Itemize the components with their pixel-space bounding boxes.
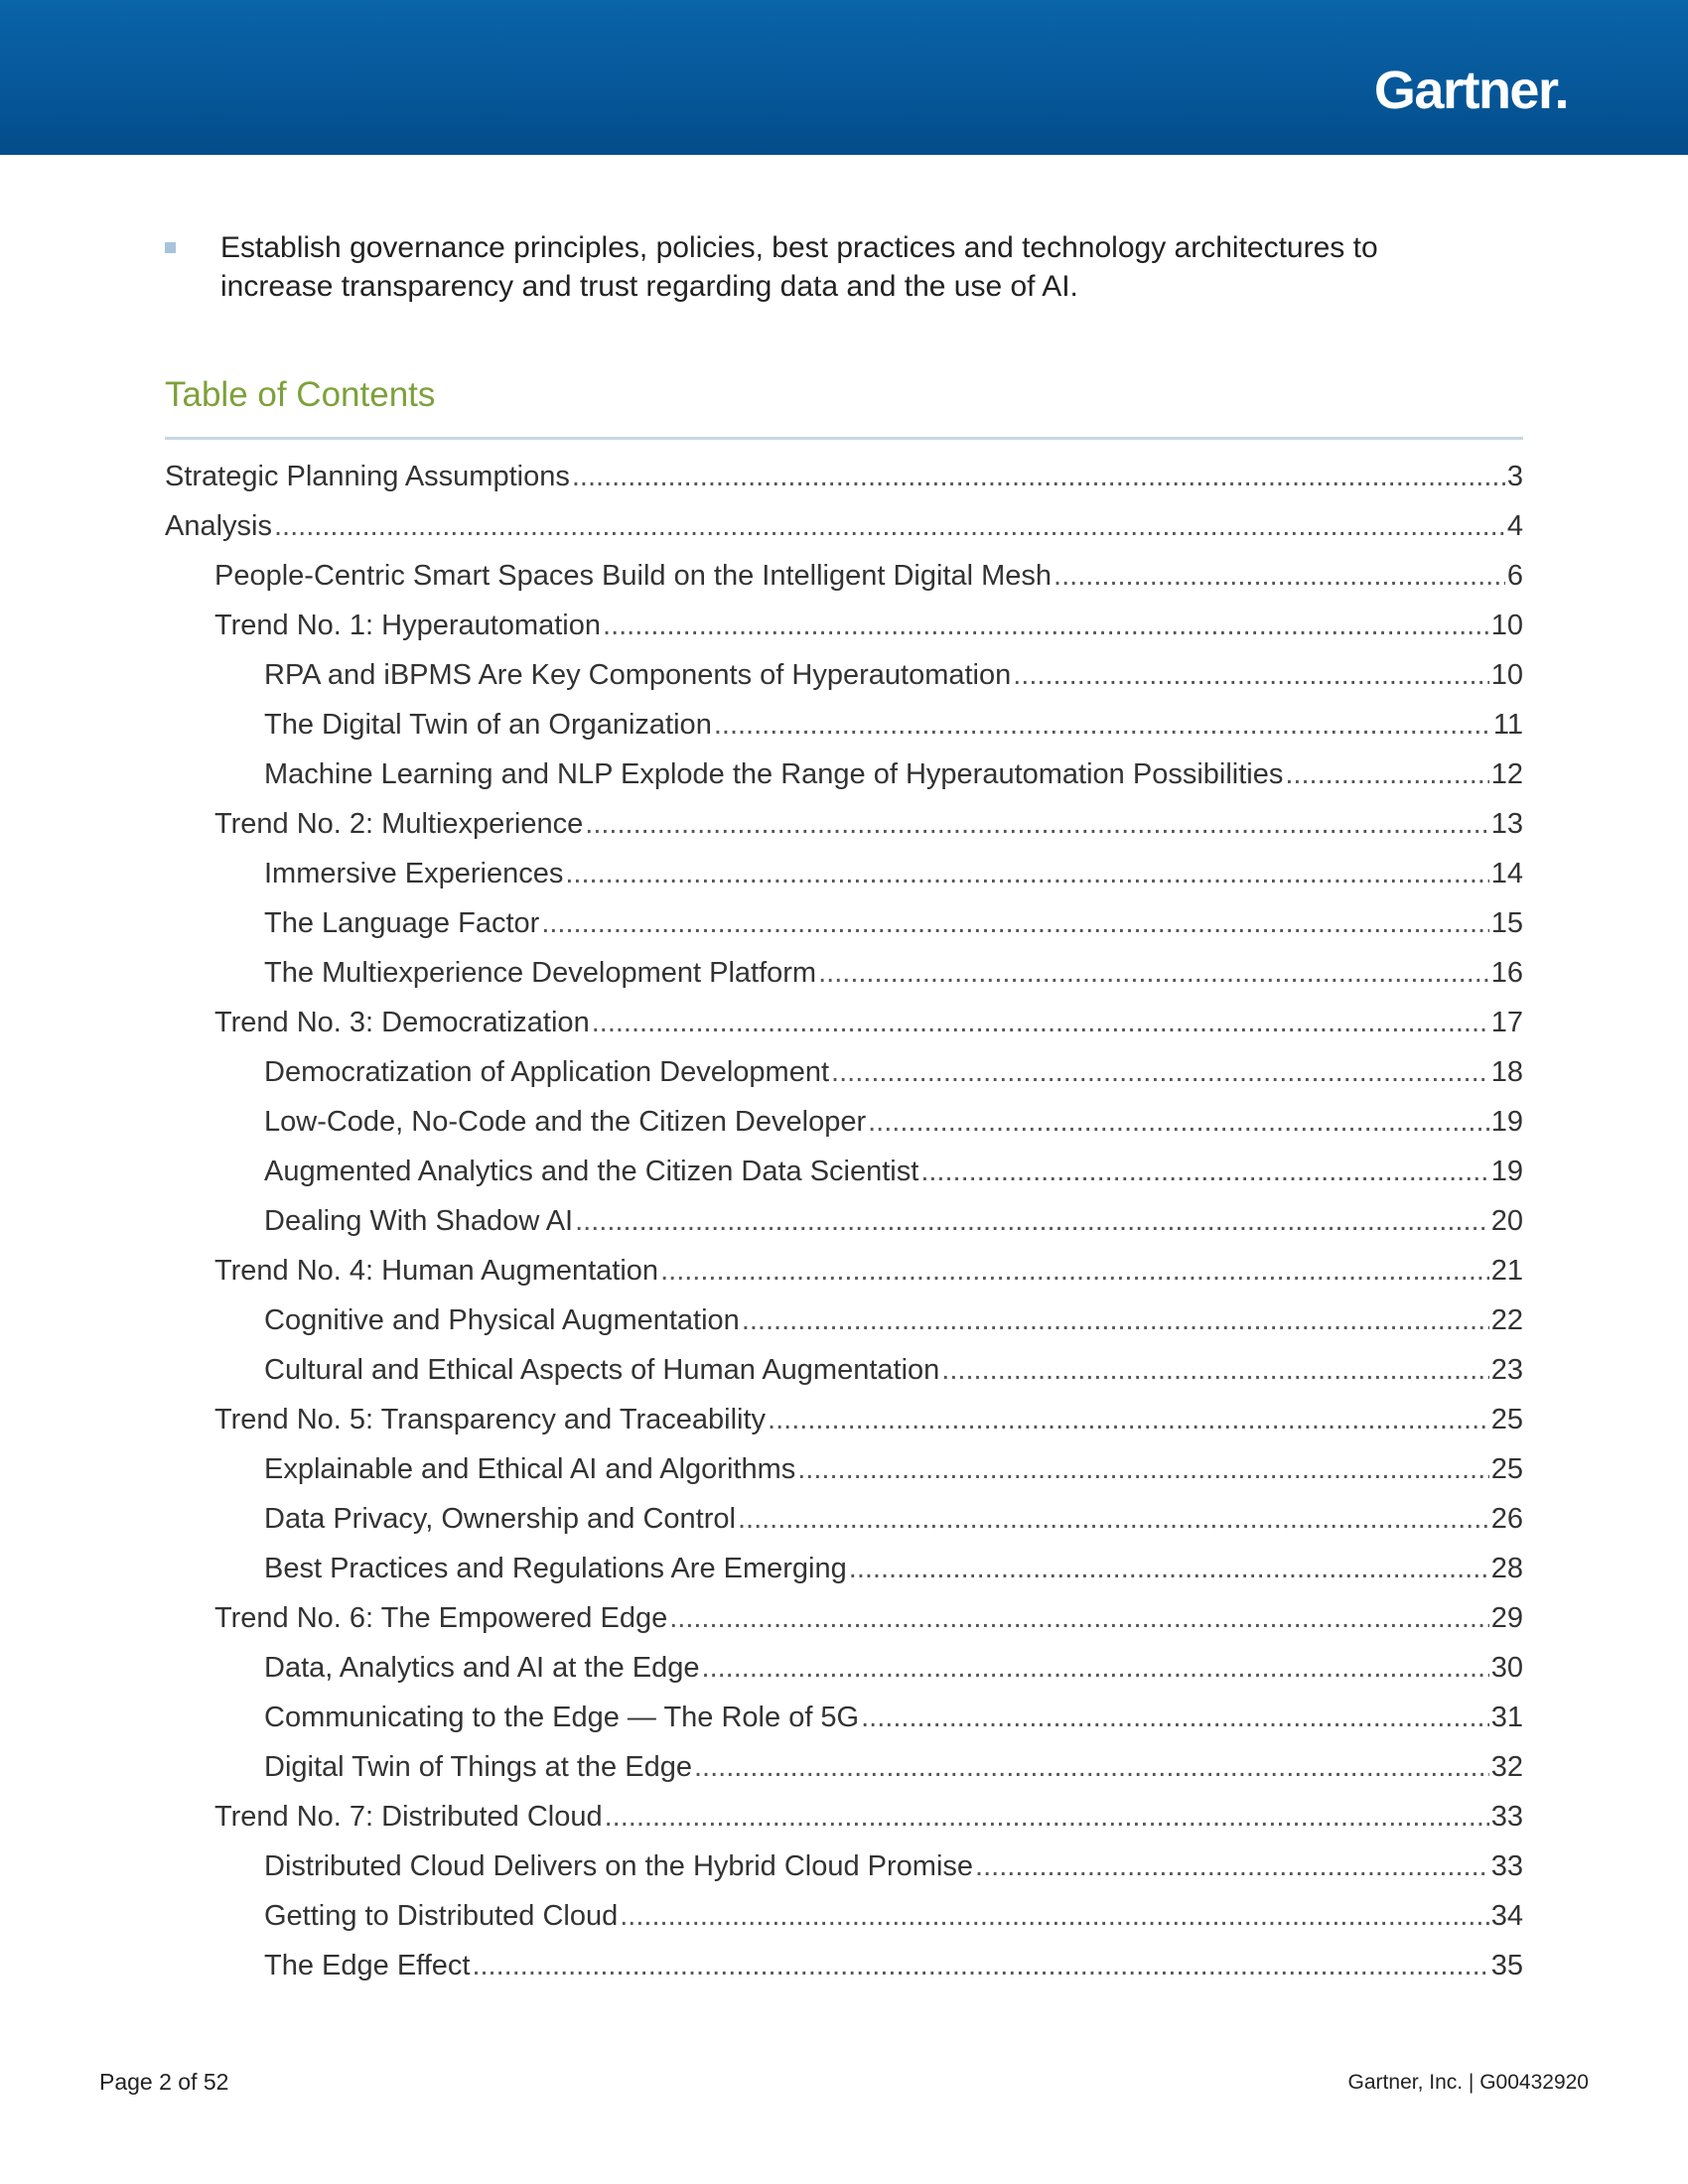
toc-entry-label[interactable]: Democratization of Application Development [264,1056,830,1088]
toc-entry-page[interactable]: 29 [1490,1602,1523,1634]
toc-entry[interactable] [165,799,1523,849]
toc-entry-page[interactable]: 25 [1490,1404,1523,1435]
toc-dot-leader [849,1544,1489,1593]
toc-dot-leader [274,501,1505,551]
toc-dot-leader [669,1593,1489,1643]
toc-entry[interactable] [165,1941,1523,1990]
toc-entry-page[interactable]: 33 [1490,1801,1523,1833]
toc-entry-label[interactable]: The Edge Effect [264,1950,471,1981]
toc-dot-leader [768,1395,1489,1444]
toc-dot-leader [603,601,1489,650]
toc-entry[interactable] [165,551,1523,601]
toc-entry[interactable] [165,948,1523,998]
bullet-text: Establish governance principles, policies, best practices and technology architectures to increase transparency and trust regarding data and the use of AI. [220,231,1378,303]
toc-entry[interactable] [165,1593,1523,1643]
toc-entry-page[interactable]: 34 [1490,1900,1523,1932]
toc-entry-label[interactable]: Trend No. 4: Human Augmentation [214,1255,659,1287]
toc-dot-leader [831,1047,1489,1097]
toc-entry-page[interactable]: 6 [1506,560,1523,592]
toc-dot-leader [572,452,1505,501]
toc-dot-leader [738,1494,1489,1544]
toc-entry-label[interactable]: The Language Factor [264,907,540,939]
toc-entry[interactable] [165,1345,1523,1395]
toc-entry-label[interactable]: The Multiexperience Development Platform [264,957,817,989]
toc-dot-leader [920,1147,1488,1196]
gartner-logo: Gartner. [1373,61,1568,120]
toc-entry-label[interactable]: Cultural and Ethical Aspects of Human Augmentation [264,1354,940,1386]
toc-entry-page[interactable]: 22 [1490,1304,1523,1336]
toc-dot-leader [694,1742,1489,1792]
toc-entry[interactable] [165,1097,1523,1147]
page-number: Page 2 of 52 [99,2069,229,2095]
toc-dot-leader [565,849,1488,898]
toc-entry-page[interactable]: 17 [1490,1007,1523,1038]
toc-entry-page[interactable]: 19 [1490,1156,1523,1187]
toc-entry-page[interactable]: 10 [1490,610,1523,641]
toc-entry-label[interactable]: Immersive Experiences [264,858,564,889]
toc-dot-leader [861,1693,1489,1742]
toc-entry-label[interactable]: Trend No. 2: Multiexperience [214,808,584,840]
toc-entry[interactable] [165,501,1523,551]
toc-entry-page[interactable]: 33 [1490,1850,1523,1882]
toc-dot-leader [660,1246,1489,1296]
toc-entry-label[interactable]: Communicating to the Edge — The Role of 5G [264,1702,860,1733]
toc-dot-leader [605,1792,1489,1842]
square-bullet-icon [165,242,176,253]
toc-entry[interactable] [165,1494,1523,1544]
toc-entry-label[interactable]: Analysis [165,510,272,542]
toc-entry-label[interactable]: Trend No. 1: Hyperautomation [214,610,602,641]
toc-entry-label[interactable]: Low-Code, No-Code and the Citizen Developer [264,1106,867,1138]
toc-entry[interactable] [165,849,1523,898]
toc-entry-label[interactable]: Trend No. 7: Distributed Cloud [214,1801,603,1833]
toc-entry-label[interactable]: Distributed Cloud Delivers on the Hybrid Cloud Promise [264,1850,974,1882]
toc-entry-page[interactable]: 21 [1490,1255,1523,1287]
toc-entry-label[interactable]: Data Privacy, Ownership and Control [264,1503,736,1535]
toc-entry-page[interactable]: 11 [1492,709,1523,741]
toc-dot-leader [472,1941,1488,1990]
toc-entry-page[interactable]: 23 [1490,1354,1523,1386]
page-header [0,0,1688,155]
toc-entry-label[interactable]: The Digital Twin of an Organization [264,709,712,741]
toc-entry[interactable] [165,1196,1523,1246]
toc-entry[interactable] [165,1643,1523,1693]
toc-entry-page[interactable]: 18 [1490,1056,1523,1088]
toc-dot-leader [868,1097,1489,1147]
toc-entry-label[interactable]: Machine Learning and NLP Explode the Range of Hyperautomation Possibilities [264,758,1284,790]
toc-entry[interactable] [165,1444,1523,1494]
toc-entry-label[interactable]: Dealing With Shadow AI [264,1205,574,1237]
toc-entry-page[interactable]: 30 [1490,1652,1523,1684]
toc-entry-label[interactable]: Trend No. 6: The Empowered Edge [214,1602,668,1634]
toc-dot-leader [620,1891,1488,1941]
toc-entry[interactable] [165,1842,1523,1891]
toc-entry-label[interactable]: Digital Twin of Things at the Edge [264,1751,692,1783]
toc-entry-label[interactable]: Augmented Analytics and the Citizen Data Scientist [264,1156,919,1187]
toc-dot-leader [592,998,1489,1047]
toc-entry[interactable] [165,1792,1523,1842]
toc-dot-leader [714,700,1491,750]
toc-entry-page[interactable]: 28 [1490,1553,1523,1584]
toc-entry-label[interactable]: Best Practices and Regulations Are Emerging [264,1553,847,1584]
toc-entry-label[interactable]: Data, Analytics and AI at the Edge [264,1652,700,1684]
toc-entry-page[interactable]: 10 [1490,659,1523,691]
toc-entry[interactable] [165,1047,1523,1097]
toc-entry[interactable] [165,650,1523,700]
toc-entry-page[interactable]: 35 [1490,1950,1523,1981]
toc-entry-page[interactable]: 15 [1490,907,1523,939]
toc-entry-label[interactable]: Cognitive and Physical Augmentation [264,1304,740,1336]
toc-entry-label[interactable]: Getting to Distributed Cloud [264,1900,619,1932]
toc-entry-page[interactable]: 26 [1490,1503,1523,1535]
toc-entry[interactable] [165,700,1523,750]
toc-entry[interactable] [165,1544,1523,1593]
toc-divider [165,437,1523,440]
toc-entry[interactable] [165,998,1523,1047]
toc-dot-leader [585,799,1488,849]
toc-entry-page[interactable]: 12 [1490,758,1523,790]
toc-entry-page[interactable]: 20 [1490,1205,1523,1237]
toc-dot-leader [1054,551,1505,601]
toc-heading: Table of Contents [165,375,436,414]
toc-entry-label[interactable]: Trend No. 3: Democratization [214,1007,590,1038]
toc-entry[interactable] [165,1693,1523,1742]
toc-dot-leader [541,898,1488,948]
toc-entry-page[interactable]: 16 [1490,957,1523,989]
toc-entry-label[interactable]: Trend No. 5: Transparency and Traceability [214,1404,767,1435]
toc-dot-leader [975,1842,1489,1891]
toc-entry-page[interactable]: 13 [1490,808,1523,840]
toc-dot-leader [1013,650,1488,700]
toc-entry[interactable] [165,1296,1523,1345]
toc-dot-leader [702,1643,1489,1693]
toc-entry[interactable] [165,1742,1523,1792]
toc-entry[interactable] [165,452,1523,501]
toc-entry-page[interactable]: 19 [1490,1106,1523,1138]
document-id: Gartner, Inc. | G00432920 [1347,2071,1589,2094]
toc-dot-leader [742,1296,1489,1345]
toc-dot-leader [1285,750,1488,799]
toc-entry-label[interactable]: RPA and iBPMS Are Key Components of Hyperautomation [264,659,1012,691]
toc-entry-page[interactable]: 4 [1506,510,1523,542]
toc-entry[interactable] [165,1246,1523,1296]
table-of-contents [165,452,1523,1990]
toc-entry[interactable] [165,1147,1523,1196]
toc-entry[interactable] [165,1891,1523,1941]
toc-dot-leader [818,948,1489,998]
toc-entry[interactable] [165,898,1523,948]
toc-entry-page[interactable]: 14 [1490,858,1523,889]
toc-entry-page[interactable]: 25 [1490,1453,1523,1485]
toc-entry[interactable] [165,750,1523,799]
toc-dot-leader [575,1196,1489,1246]
toc-entry[interactable] [165,1395,1523,1444]
toc-dot-leader [797,1444,1489,1494]
toc-entry[interactable] [165,601,1523,650]
toc-dot-leader [941,1345,1488,1395]
toc-entry-label[interactable]: Strategic Planning Assumptions [165,461,570,492]
toc-entry-label[interactable]: People-Centric Smart Spaces Build on the Intelligent Digital Mesh [214,560,1053,592]
toc-entry-page[interactable]: 31 [1490,1702,1523,1733]
toc-entry-label[interactable]: Explainable and Ethical AI and Algorithms [264,1453,796,1485]
toc-entry-page[interactable]: 3 [1506,461,1523,492]
toc-entry-page[interactable]: 32 [1490,1751,1523,1783]
